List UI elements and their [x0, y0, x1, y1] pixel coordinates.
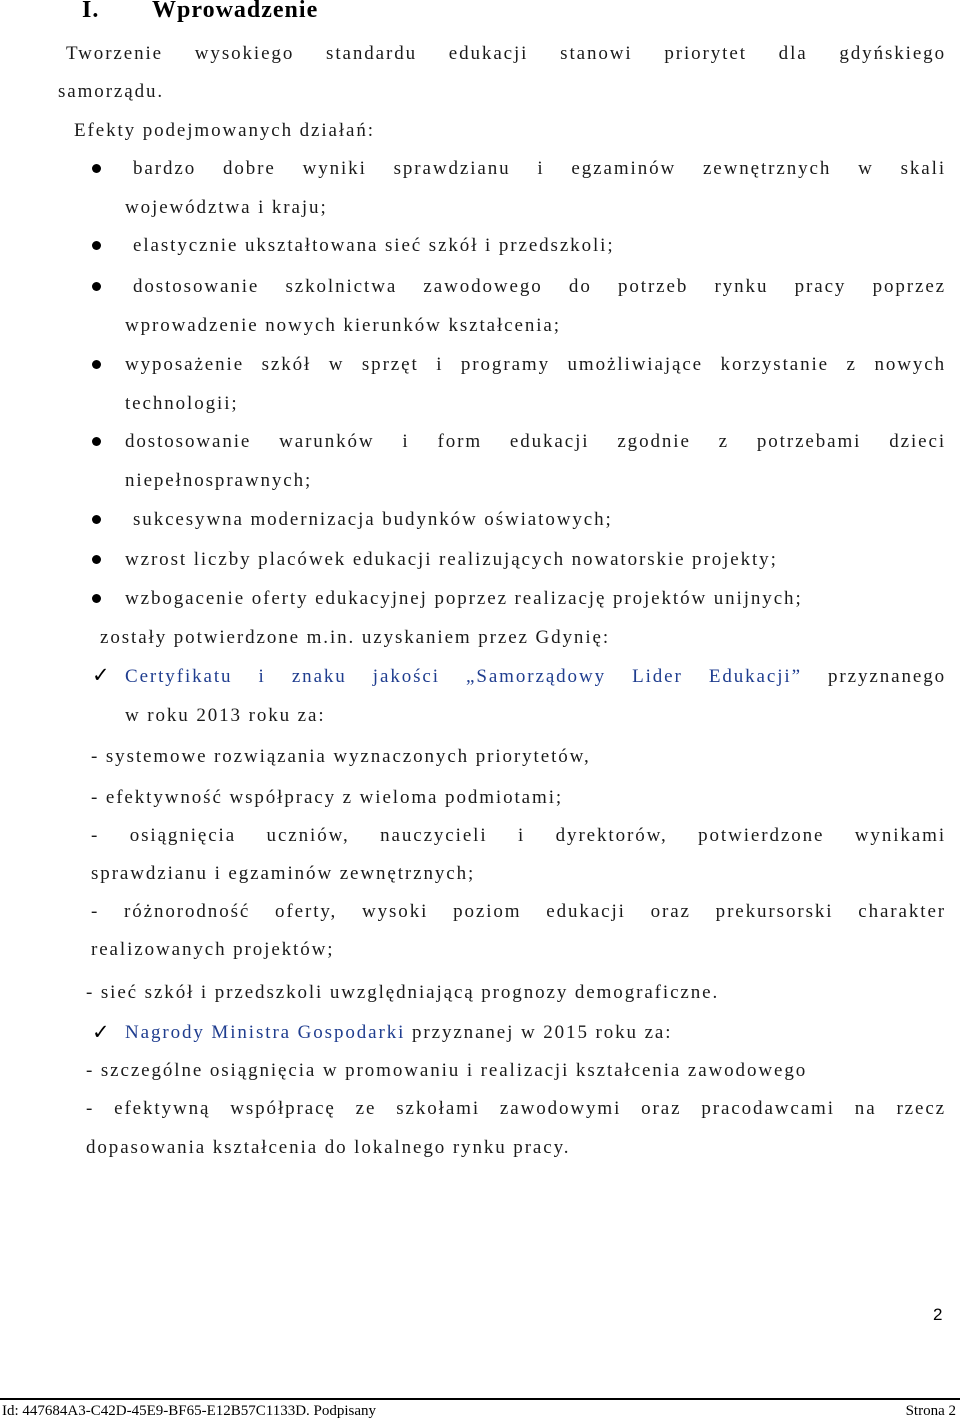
- list-item: sukcesywna modernizacja budynków oświatowych;: [133, 509, 613, 530]
- bullet-icon: [92, 515, 101, 524]
- intro-line-1: Tworzenie wysokiego standardu edukacji stanowi priorytet dla gdyńskiego: [66, 43, 946, 64]
- bullet-icon: [92, 555, 101, 564]
- list-item: bardzo dobre wyniki sprawdzianu i egzaminów zewnętrznych w skali: [133, 158, 946, 179]
- list-item: dostosowanie warunków i form edukacji zgodnie z potrzebami dzieci: [125, 431, 946, 452]
- list-item-continuation: wprowadzenie nowych kierunków kształcenia;: [125, 315, 561, 336]
- intro-line-2: samorządu.: [58, 81, 165, 102]
- bullet-icon: [92, 437, 101, 446]
- award-item: - efektywną współpracę ze szkołami zawodowymi oraz pracodawcami na rzecz: [86, 1098, 946, 1119]
- cert-item: - efektywność współpracy z wieloma podmiotami;: [91, 787, 564, 808]
- award-name: Nagrody Ministra Gospodarki: [125, 1022, 406, 1043]
- certificate-year: w roku 2013 roku za:: [125, 705, 326, 726]
- list-item: wzbogacenie oferty edukacyjnej poprzez realizację projektów unijnych;: [125, 588, 803, 609]
- list-item: wyposażenie szkół w sprzęt i programy umożliwiające korzystanie z nowych: [125, 354, 946, 375]
- section-number: I.: [82, 0, 100, 23]
- footer-document-id: Id: 447684A3-C42D-45E9-BF65-E12B57C1133D. Podpisany: [2, 1403, 377, 1419]
- list-item-continuation: niepełnosprawnych;: [125, 470, 313, 491]
- page-number: 2: [933, 1305, 943, 1324]
- checkmark-icon: ✓: [92, 1020, 110, 1044]
- list-item: dostosowanie szkolnictwa zawodowego do potrzeb rynku pracy poprzez: [133, 276, 946, 297]
- list-item-continuation: technologii;: [125, 393, 239, 414]
- footer-page-label: Strona 2: [905, 1403, 956, 1419]
- certificate-suffix: przyznanego: [828, 666, 946, 687]
- section-title: Wprowadzenie: [152, 0, 319, 23]
- bullet-icon: [92, 360, 101, 369]
- bullet-icon: [92, 282, 101, 291]
- award-line: [125, 1021, 672, 1045]
- footer-divider: [0, 1398, 960, 1400]
- award-item-continuation: dopasowania kształcenia do lokalnego rynku pracy.: [86, 1137, 571, 1158]
- cert-item: - różnorodność oferty, wysoki poziom edukacji oraz prekursorski charakter: [91, 901, 946, 922]
- certificate-line: [125, 665, 946, 689]
- bullet-icon: [92, 164, 101, 173]
- cert-item: - systemowe rozwiązania wyznaczonych priorytetów,: [91, 746, 591, 767]
- cert-item-continuation: realizowanych projektów;: [91, 939, 335, 960]
- bullet-icon: [92, 241, 101, 250]
- effects-heading: Efekty podejmowanych działań:: [74, 120, 375, 141]
- confirmed-line: zostały potwierdzone m.in. uzyskaniem przez Gdynię:: [100, 627, 611, 648]
- bullet-icon: [92, 594, 101, 603]
- list-item-continuation: województwa i kraju;: [125, 197, 328, 218]
- cert-item: - osiągnięcia uczniów, nauczycieli i dyrektorów, potwierdzone wynikami: [91, 825, 946, 846]
- award-item: - szczególne osiągnięcia w promowaniu i realizacji kształcenia zawodowego: [86, 1060, 808, 1081]
- list-item: elastycznie ukształtowana sieć szkół i przedszkoli;: [133, 235, 615, 256]
- checkmark-icon: ✓: [92, 663, 110, 687]
- cert-item-continuation: sprawdzianu i egzaminów zewnętrznych;: [91, 863, 476, 884]
- list-item: wzrost liczby placówek edukacji realizujących nowatorskie projekty;: [125, 549, 778, 570]
- certificate-name: Certyfikatu i znaku jakości „Samorządowy Lider Edukacji”: [125, 666, 802, 687]
- cert-item: - sieć szkół i przedszkoli uwzględniającą prognozy demograficzne.: [86, 982, 720, 1003]
- award-suffix: przyznanej w 2015 roku za:: [411, 1022, 673, 1043]
